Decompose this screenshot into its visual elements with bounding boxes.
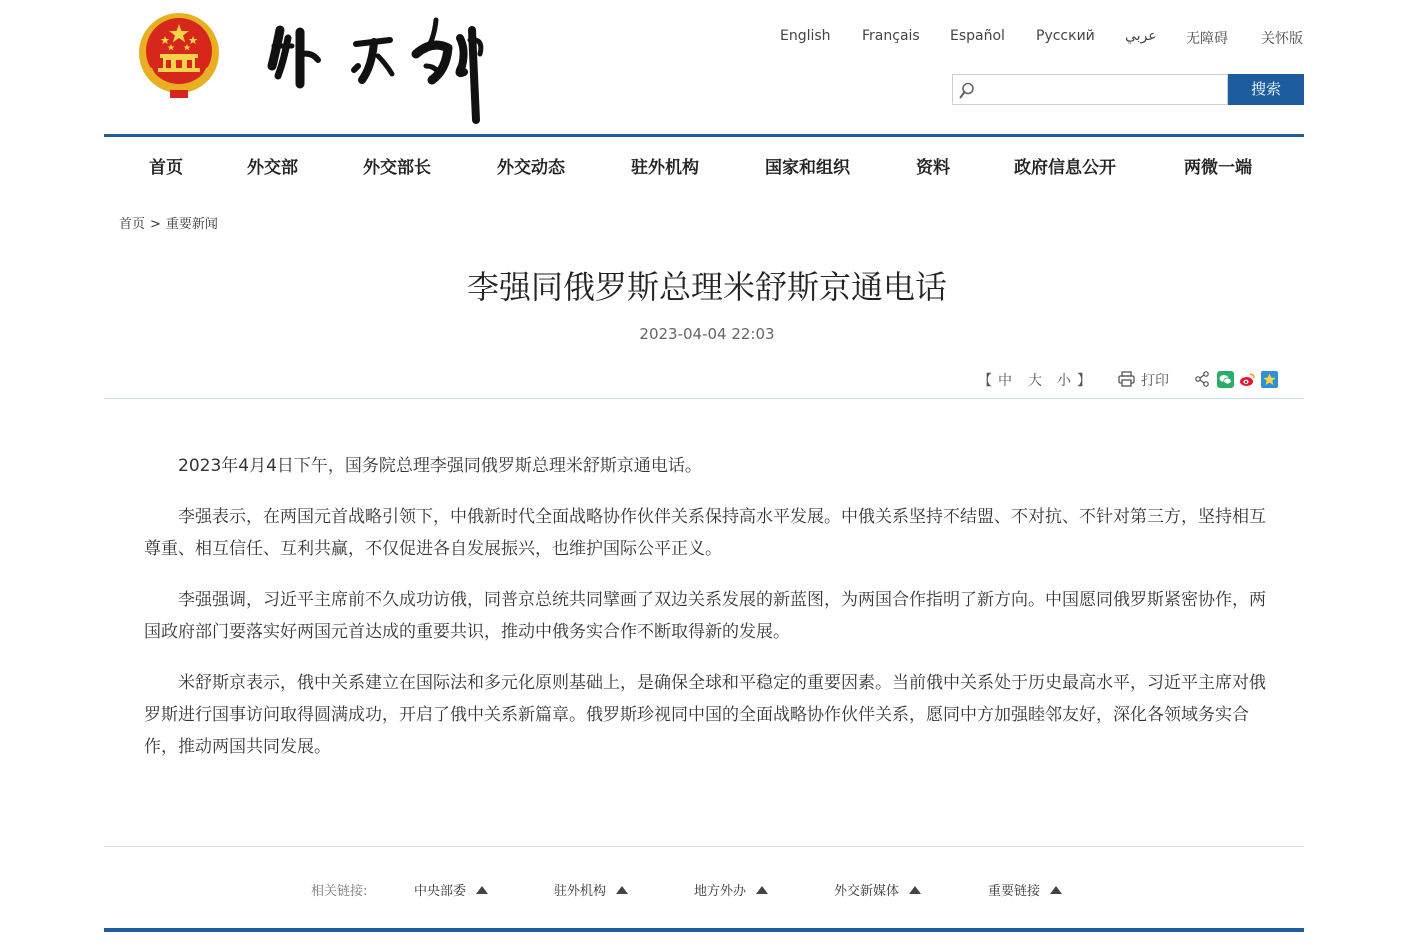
national-emblem-logo[interactable] <box>136 10 222 100</box>
triangle-up-icon <box>756 886 768 894</box>
article-paragraph: 2023年4月4日下午，国务院总理李强同俄罗斯总理米舒斯京通电话。 <box>178 456 702 476</box>
article-body <box>144 450 1270 782</box>
font-size-medium-button[interactable]: 大 <box>1028 373 1042 389</box>
qzone-share-icon[interactable] <box>1261 371 1278 392</box>
article-divider <box>104 398 1304 399</box>
main-nav <box>104 137 1304 189</box>
related-link-label: 中央部委 <box>414 884 467 899</box>
related-link-label: 地方外办 <box>694 884 747 899</box>
related-link-diplomatic-new-media[interactable] <box>834 880 921 899</box>
article-tools <box>970 370 1290 390</box>
article-paragraph: 李强表示，在两国元首战略引领下，中俄新时代全面战略协作伙伴关系保持高水平发展。中俄关系坚持不结盟、不对抗、不针对第三方，坚持相互尊重、相互信任、互利共赢，不仅促进各自发展振兴，也维护国际公平正义。 <box>144 507 1266 559</box>
print-icon[interactable] <box>1118 371 1135 391</box>
related-link-label: 外交新媒体 <box>834 884 900 899</box>
search-box <box>952 74 1228 105</box>
font-size-large-button[interactable]: 中 <box>998 373 1012 389</box>
nav-item-gov-info-disclosure[interactable]: 政府信息公开 <box>1014 158 1116 178</box>
elderly-care-version-link[interactable]: 关怀版 <box>1261 31 1303 47</box>
triangle-up-icon <box>1050 886 1062 894</box>
search-icon <box>959 82 975 100</box>
triangle-up-icon <box>616 886 628 894</box>
search-button[interactable]: 搜索 <box>1228 74 1304 105</box>
share-icon[interactable] <box>1194 371 1210 391</box>
font-size-bracket-close: 】 <box>1077 373 1091 389</box>
lang-french-link[interactable]: Français <box>862 28 920 44</box>
breadcrumb-home-link[interactable]: 首页 <box>119 217 146 232</box>
article-title: 李强同俄罗斯总理米舒斯京通电话 <box>466 268 947 306</box>
font-size-bracket-open: 【 <box>978 373 992 389</box>
nav-item-home[interactable]: 首页 <box>149 158 183 178</box>
triangle-up-icon <box>909 886 921 894</box>
related-link-label: 重要链接 <box>988 884 1041 899</box>
nav-item-missions-abroad[interactable]: 驻外机构 <box>631 158 699 178</box>
related-link-central-ministries[interactable] <box>414 880 488 899</box>
footer-bottom-rule <box>104 928 1304 932</box>
lang-arabic-link[interactable]: عربي <box>1125 28 1157 44</box>
nav-item-social-media[interactable]: 两微一端 <box>1184 158 1252 178</box>
nav-item-resources[interactable]: 资料 <box>916 158 950 178</box>
related-link-missions-abroad[interactable] <box>554 880 628 899</box>
article-paragraph: 李强强调，习近平主席前不久成功访俄，同普京总统共同擘画了双边关系发展的新蓝图，为两国合作指明了新方向。中国愿同俄罗斯紧密协作，两国政府部门要落实好两国元首达成的重要共识，推动中俄务实合作不断取得新的发展。 <box>144 590 1266 642</box>
breadcrumb-news-link[interactable]: 重要新闻 <box>165 217 218 232</box>
related-links <box>0 880 1414 900</box>
breadcrumb <box>119 213 218 232</box>
article-date: 2023-04-04 22:03 <box>639 325 775 343</box>
nav-item-diplomatic-news[interactable]: 外交动态 <box>497 158 565 178</box>
weibo-share-icon[interactable] <box>1239 371 1256 392</box>
nav-item-minister[interactable]: 外交部长 <box>363 158 431 178</box>
lang-spanish-link[interactable]: Español <box>950 28 1005 44</box>
font-size-small-button[interactable]: 小 <box>1057 373 1071 389</box>
language-bar <box>760 28 1304 46</box>
lang-russian-link[interactable]: Русский <box>1036 28 1095 44</box>
search-input[interactable] <box>979 78 1223 101</box>
wechat-share-icon[interactable] <box>1217 371 1234 392</box>
print-button[interactable]: 打印 <box>1141 373 1169 389</box>
lang-english-link[interactable]: English <box>780 28 831 44</box>
breadcrumb-separator: > <box>150 217 161 232</box>
related-link-local-foreign-affairs[interactable] <box>694 880 768 899</box>
article-paragraph: 米舒斯京表示，俄中关系建立在国际法和多元化原则基础上，是确保全球和平稳定的重要因素。当前俄中关系处于历史最高水平，习近平主席对俄罗斯进行国事访问取得圆满成功，开启了俄中关系新篇章。俄罗斯珍视同中国的全面战略协作伙伴关系，愿同中方加强睦邻友好，深化各领域务实合作，推动两国共同发展。 <box>144 673 1266 757</box>
nav-item-ministry[interactable]: 外交部 <box>247 158 298 178</box>
accessibility-link[interactable]: 无障碍 <box>1186 31 1228 47</box>
related-link-important-links[interactable] <box>988 880 1062 899</box>
footer-divider <box>104 846 1304 847</box>
triangle-up-icon <box>476 886 488 894</box>
related-link-label: 驻外机构 <box>554 884 607 899</box>
nav-item-countries-organizations[interactable]: 国家和组织 <box>765 158 850 178</box>
related-links-label: 相关链接: <box>311 884 368 899</box>
ministry-calligraphy-logo[interactable] <box>266 10 492 124</box>
